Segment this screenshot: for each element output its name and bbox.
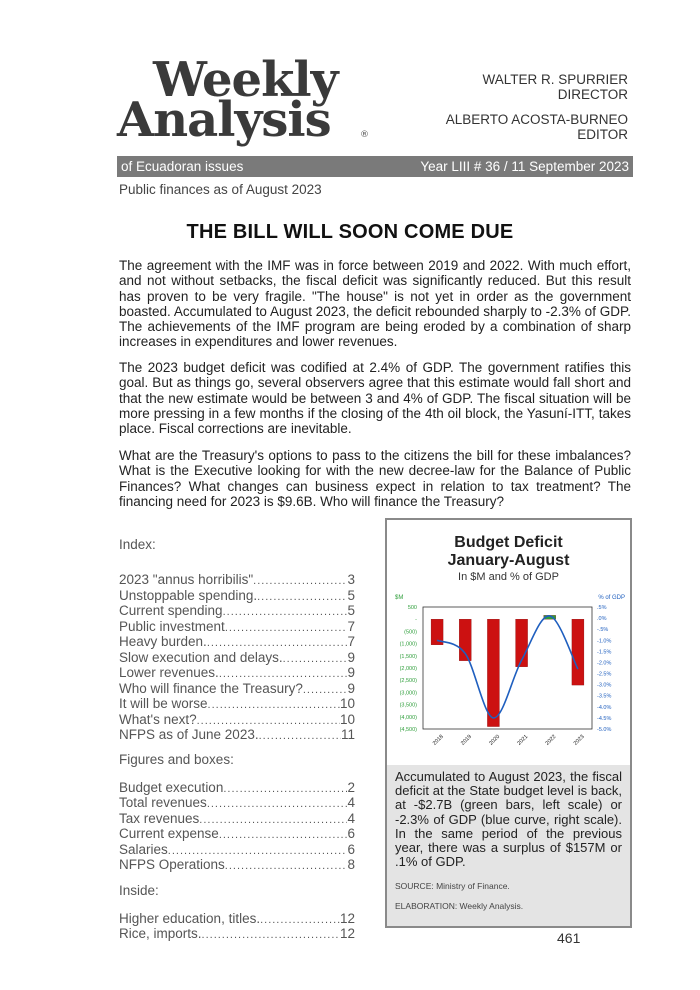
- index-entry: [119, 681, 355, 697]
- index-leader-dots: [303, 683, 348, 697]
- index-panel: [119, 537, 355, 942]
- index-entry-page: 6: [347, 826, 355, 841]
- index-entry: [119, 650, 355, 666]
- chart-note-text: Accumulated to August 2023, the fiscal deficit at the State budget level is back, at -$2.7B (green bars, left scale) or -2.3% of GDP (blue curve, right scale). In the same period of the previous year, there was a surplus of $157M or .1% of GDP.: [395, 769, 622, 870]
- deficit-bar: [487, 619, 499, 726]
- index-entry-page: 9: [347, 665, 355, 680]
- index-entry-label: Slow execution and delays.: [119, 649, 283, 665]
- index-entry: [119, 911, 355, 927]
- index-entry-label: Lower revenues.: [119, 665, 219, 680]
- index-entry-label: Who will finance the Treasury?: [119, 680, 303, 696]
- index-leader-dots: [259, 729, 341, 743]
- index-entry: [119, 857, 355, 873]
- y-tick-label: (1,500): [399, 653, 417, 660]
- y-tick-label: (3,500): [399, 702, 417, 709]
- index-entry-label: Unstoppable spending.: [119, 587, 258, 603]
- index-leader-dots: [207, 636, 348, 650]
- index-entry: [119, 780, 355, 796]
- paragraph-3: What are the Treasury's options to pass to the citizens the bill for these imbalances? What is the Executive looking for with the new decree-law for the Balance of Public Finances? What changes can business expect in relation to tax treatment? The financing need for 2023 is $9.6B. Who will finance the Treasury?: [119, 448, 631, 509]
- index-entry: [119, 588, 355, 604]
- y2-tick-label: -4.0%: [597, 704, 612, 711]
- chart-elaboration: ELABORATION: Weekly Analysis.: [395, 901, 524, 912]
- paragraph-1: The agreement with the IMF was in force between 2019 and 2022. With much effort, and not without setbacks, the fiscal deficit was significantly reduced. But this result has proven to be very fragile. "The house" is not yet in order as the government boasted. Accumulated to August 2023, the deficit rebounded sharply to -2.3% of GDP. The achievements of the IMF program are being eroded by a combination of sharp increases in expenditures and lower revenues.: [119, 258, 631, 350]
- budget-deficit-chart: [387, 590, 630, 765]
- y2-tick-label: -1.5%: [597, 649, 612, 656]
- logo-analysis: Analysis: [117, 92, 331, 148]
- issue-info: Year LIII # 36 / 11 September 2023: [420, 159, 629, 174]
- weekly-analysis-logo: [117, 50, 377, 150]
- director-name: WALTER R. SPURRIER: [482, 72, 628, 87]
- index-entry-label: Heavy burden.: [119, 634, 207, 649]
- y-tick-label: (3,000): [399, 690, 417, 697]
- deficit-bar: [572, 619, 584, 685]
- y2-tick-label: -4.5%: [597, 715, 612, 722]
- y2-tick-label: -5.0%: [597, 727, 612, 733]
- editor-title: EDITOR: [577, 127, 628, 142]
- y-tick-label: (4,500): [399, 727, 417, 733]
- index-entry: [119, 727, 355, 743]
- index-entry-page: 4: [347, 795, 355, 810]
- index-entry-label: Higher education, titles.: [119, 910, 261, 926]
- topic-line: Public finances as of August 2023: [119, 182, 322, 197]
- index-leader-dots: [253, 574, 347, 588]
- y-tick-label: (2,000): [399, 666, 417, 672]
- registered-mark: ®: [360, 130, 369, 140]
- index-leader-dots: [225, 859, 348, 873]
- masthead-staff: [446, 72, 628, 142]
- y2-tick-label: -.5%: [597, 627, 609, 634]
- index-leader-dots: [197, 714, 340, 728]
- figures-heading: Figures and boxes:: [119, 751, 234, 767]
- index-entry-label: 2023 "annus horribilis": [119, 572, 254, 587]
- index-leader-dots: [168, 844, 348, 858]
- index-heading: Index:: [119, 537, 156, 552]
- index-leader-dots: [223, 605, 348, 619]
- index-entry: [119, 826, 355, 842]
- index-list: [119, 572, 355, 743]
- y-tick-label: (1,000): [399, 641, 417, 648]
- index-entry: [119, 712, 355, 728]
- index-entry: [119, 842, 355, 858]
- y2-tick-label: .5%: [597, 605, 607, 611]
- figures-list: [119, 780, 355, 873]
- y2-tick-label: -1.0%: [597, 638, 612, 645]
- plot-frame: [423, 607, 592, 729]
- index-entry-page: 10: [339, 696, 355, 711]
- y-tick-label: -: [415, 617, 417, 624]
- index-entry-page: 12: [339, 926, 355, 941]
- logo-weekly: Weekly: [153, 52, 338, 108]
- index-entry: [119, 795, 355, 811]
- index-entry-label: It will be worse: [119, 696, 208, 711]
- index-entry-label: Rice, imports.: [119, 926, 202, 941]
- index-entry: [119, 665, 355, 681]
- y2-tick-label: -3.0%: [597, 682, 612, 689]
- index-leader-dots: [208, 698, 340, 712]
- index-entry-label: Current expense: [119, 826, 219, 841]
- x-tick-label: 2022: [544, 733, 558, 747]
- index-leader-dots: [202, 928, 340, 942]
- index-entry-page: 3: [347, 572, 355, 587]
- index-entry-page: 2: [347, 779, 355, 795]
- y2-tick-label: -2.5%: [597, 671, 612, 678]
- index-leader-dots: [219, 828, 348, 842]
- y2-axis-label: % of GDP: [598, 595, 625, 601]
- index-leader-dots: [199, 813, 347, 827]
- index-entry-page: 9: [347, 680, 355, 696]
- x-tick-label: 2020: [488, 733, 502, 747]
- editor-name: ALBERTO ACOSTA-BURNEO: [445, 112, 628, 127]
- chart-title-line-2: January-August: [447, 552, 570, 569]
- index-entry-page: 11: [340, 727, 355, 742]
- index-entry-label: Salaries: [119, 841, 168, 857]
- y-tick-label: (2,500): [399, 678, 417, 685]
- index-entry: [119, 572, 355, 588]
- index-entry: [119, 603, 355, 619]
- index-leader-dots: [219, 667, 348, 681]
- index-leader-dots: [207, 797, 348, 811]
- index-entry-label: Total revenues: [119, 795, 207, 810]
- y-axis-label: $M: [395, 595, 404, 601]
- index-entry-page: 7: [347, 618, 355, 634]
- index-entry-page: 10: [339, 711, 355, 727]
- y-tick-label: (4,000): [399, 714, 417, 721]
- x-tick-label: 2021: [516, 733, 530, 747]
- inside-list: [119, 911, 355, 942]
- band-subtitle: of Ecuadoran issues: [121, 159, 244, 174]
- chart-note: [387, 765, 630, 926]
- index-entry-label: Budget execution: [119, 779, 224, 795]
- index-entry: [119, 634, 355, 650]
- index-entry-page: 5: [347, 587, 355, 603]
- y-tick-label: (500): [404, 629, 417, 636]
- index-entry-label: Current spending: [119, 603, 223, 618]
- paragraph-2: The 2023 budget deficit was codified at 2.4% of GDP. The government ratifies this goal. But as things go, several observers agree that this estimate would fall short and that the new estimate would be between 3 and 4% of GDP. The fiscal situation will be more pressing in a few months if the closing of the 4th oil block, the Yasuní-ITT, takes place. Fiscal corrections are inevitable.: [119, 360, 631, 437]
- x-tick-label: 2023: [572, 733, 586, 747]
- index-entry-page: 7: [347, 634, 355, 649]
- budget-deficit-box: [385, 518, 632, 928]
- inside-heading: Inside:: [119, 882, 159, 898]
- masthead-band: [117, 156, 633, 177]
- index-leader-dots: [257, 590, 347, 604]
- index-entry-label: NFPS Operations: [119, 857, 225, 872]
- index-entry-label: What's next?: [119, 711, 197, 727]
- index-entry: [119, 696, 355, 712]
- index-entry-page: 4: [347, 810, 355, 826]
- y2-tick-label: -2.0%: [597, 660, 612, 667]
- index-leader-dots: [223, 782, 347, 796]
- index-entry-label: Public investment: [119, 618, 225, 634]
- index-entry-page: 8: [347, 857, 355, 872]
- gdp-percent-curve: [437, 616, 578, 718]
- index-entry-label: NFPS as of June 2023.: [119, 727, 259, 742]
- index-entry-page: 9: [347, 649, 355, 665]
- index-entry: [119, 926, 355, 942]
- index-entry-page: 12: [339, 910, 355, 926]
- index-entry-page: 6: [347, 841, 355, 857]
- director-title: DIRECTOR: [557, 87, 628, 102]
- index-leader-dots: [283, 652, 348, 666]
- y-tick-label: 500: [407, 605, 417, 611]
- x-tick-label: 2019: [460, 733, 473, 747]
- index-entry: [119, 811, 355, 827]
- chart-subtitle: In $M and % of GDP: [458, 571, 559, 583]
- index-leader-dots: [225, 621, 348, 635]
- index-entry-label: Tax revenues: [119, 810, 200, 826]
- chart-title-line-1: Budget Deficit: [454, 534, 563, 551]
- index-entry-page: 5: [347, 603, 355, 618]
- article-title: THE BILL WILL SOON COME DUE: [186, 221, 514, 243]
- x-tick-label: 2018: [431, 733, 445, 747]
- index-leader-dots: [260, 913, 340, 927]
- index-entry: [119, 619, 355, 635]
- chart-source: SOURCE: Ministry of Finance.: [395, 881, 510, 892]
- y2-tick-label: .0%: [597, 616, 607, 623]
- page-number: 461: [557, 930, 581, 946]
- chart-title: [387, 534, 630, 570]
- y2-tick-label: -3.5%: [597, 693, 612, 700]
